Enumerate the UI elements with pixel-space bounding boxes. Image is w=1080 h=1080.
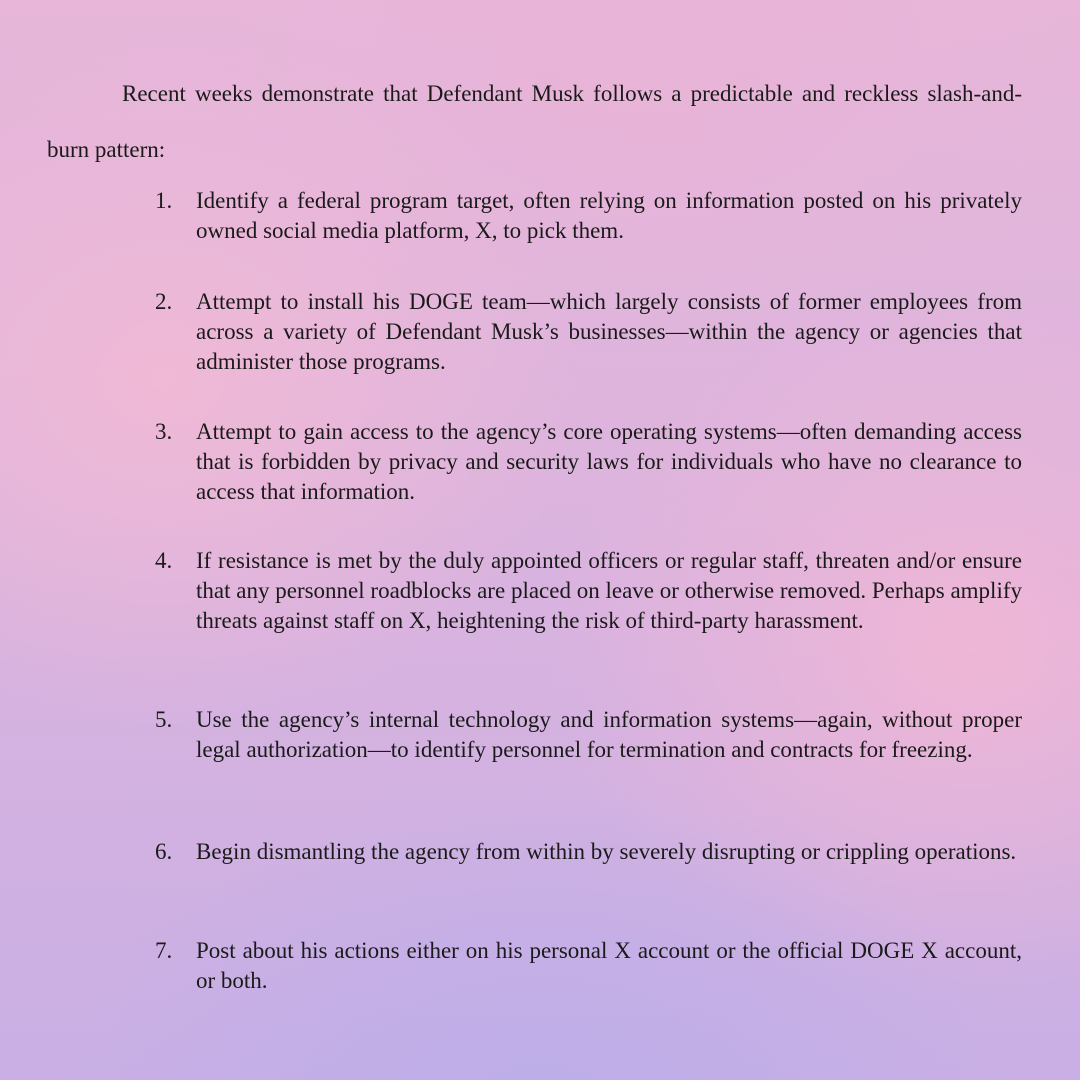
list-item bbox=[155, 936, 1022, 996]
list-item bbox=[155, 705, 1022, 765]
list-item-text: If resistance is met by the duly appointed officers or regular staff, threaten and/or ensure that any personnel roadblocks are placed on leave or otherwise removed. Perhaps amplify threats against staff on X, heightening the risk of third-party harassment. bbox=[196, 548, 1022, 633]
list-item bbox=[155, 837, 1022, 867]
list-item-number: 2. bbox=[155, 289, 173, 314]
list-item bbox=[155, 417, 1022, 507]
list-item-text: Attempt to install his DOGE team—which largely consists of former employees from across a variety of Defendant Musk’s businesses—within the agency or agencies that administer those programs. bbox=[196, 289, 1022, 374]
list-item-number: 3. bbox=[155, 419, 173, 444]
list-item-text: Identify a federal program target, often relying on information posted on his privately owned social media platform, X, to pick them. bbox=[196, 188, 1022, 243]
list-item bbox=[155, 546, 1022, 636]
list-item-text: Post about his actions either on his personal X account or the official DOGE X account, or both. bbox=[196, 938, 1022, 993]
list-item-text: Attempt to gain access to the agency’s core operating systems—often demanding access that is forbidden by privacy and security laws for individuals who have no clearance to access that information. bbox=[196, 419, 1022, 504]
list-item-text: Use the agency’s internal technology and information systems—again, without proper legal authorization—to identify personnel for termination and contracts for freezing. bbox=[196, 707, 1022, 762]
list-item-number: 5. bbox=[155, 707, 173, 732]
list-item-text: Begin dismantling the agency from within by severely disrupting or crippling operations. bbox=[196, 839, 1017, 864]
list-item bbox=[155, 186, 1022, 246]
list-item bbox=[155, 287, 1022, 377]
list-item-number: 6. bbox=[155, 839, 173, 864]
intro-paragraph: Recent weeks demonstrate that Defendant Musk follows a predictable and reckless slash-and-burn pattern: bbox=[47, 81, 1022, 162]
list-item-number: 1. bbox=[155, 188, 173, 213]
list-item-number: 7. bbox=[155, 938, 173, 963]
list-item-number: 4. bbox=[155, 548, 173, 573]
